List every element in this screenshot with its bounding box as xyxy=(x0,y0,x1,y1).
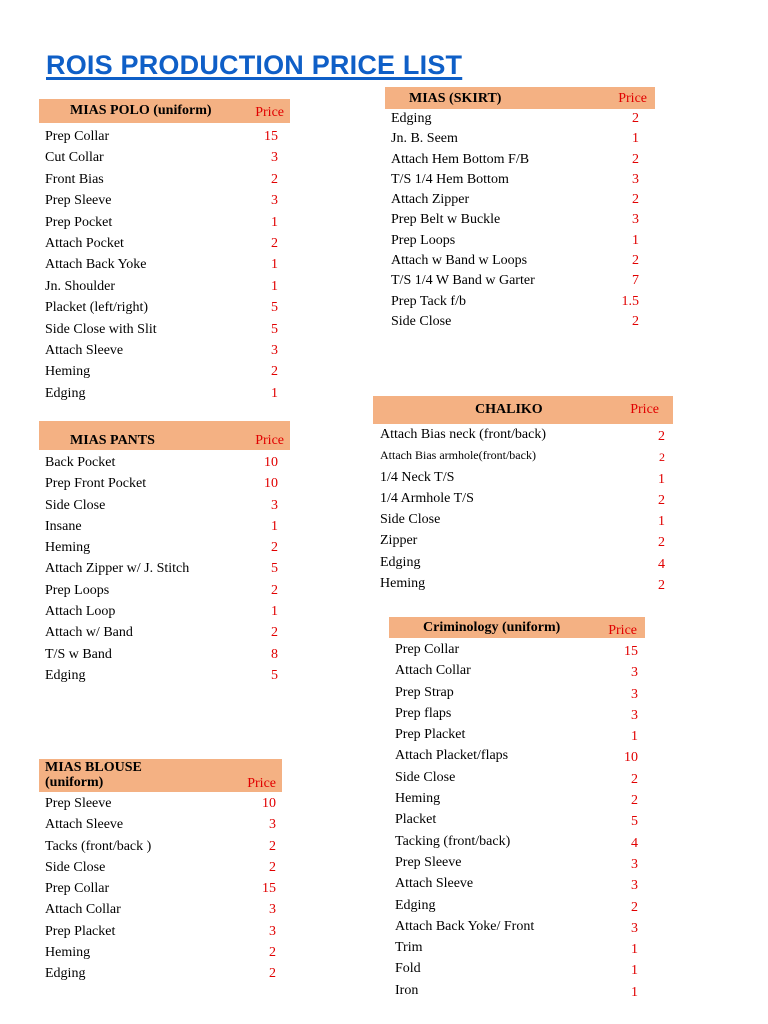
item-label: Heming xyxy=(45,364,91,380)
mias-blouse-section xyxy=(39,759,282,985)
item-price: 2 xyxy=(271,235,278,251)
item-price: 3 xyxy=(271,150,278,166)
item-label: Edging xyxy=(395,897,436,913)
list-item xyxy=(395,831,645,852)
item-label: Attach Bias armhole(front/back) xyxy=(380,448,536,463)
list-item xyxy=(395,873,645,894)
item-price: 15 xyxy=(624,644,638,659)
item-price: 1 xyxy=(632,232,639,248)
item-price: 1 xyxy=(631,984,638,1000)
list-item xyxy=(45,942,282,963)
item-label: 1/4 Armhole T/S xyxy=(380,490,474,506)
item-price: 1 xyxy=(631,729,638,745)
price-column-label: Price xyxy=(630,402,659,417)
list-item xyxy=(395,852,645,873)
item-price: 5 xyxy=(271,667,278,683)
list-item xyxy=(395,745,645,766)
price-list xyxy=(395,639,645,1001)
item-price: 2 xyxy=(632,111,639,126)
item-price: 2 xyxy=(269,966,276,982)
section-title: MIAS (SKIRT) xyxy=(409,91,502,106)
item-price: 5 xyxy=(271,561,278,577)
list-item xyxy=(391,292,655,312)
item-label: Attach Collar xyxy=(45,902,121,918)
list-item xyxy=(45,580,290,601)
list-item xyxy=(45,383,290,404)
item-price: 1.5 xyxy=(621,293,639,309)
item-label: Heming xyxy=(45,540,91,556)
item-price: 10 xyxy=(264,455,278,470)
list-item xyxy=(45,147,290,168)
list-item xyxy=(45,537,290,558)
item-price: 3 xyxy=(631,665,638,681)
item-price: 2 xyxy=(271,364,278,380)
item-price: 5 xyxy=(631,814,638,830)
list-item xyxy=(45,473,290,494)
section-title: MIAS PANTS xyxy=(70,433,155,448)
item-price: 3 xyxy=(632,171,639,187)
item-price: 1 xyxy=(271,257,278,273)
item-label: Prep Strap xyxy=(395,684,454,700)
item-label: Prep Sleeve xyxy=(45,796,112,811)
item-label: Prep Loops xyxy=(45,582,110,598)
item-label: Prep flaps xyxy=(395,705,452,721)
list-item xyxy=(45,126,290,147)
list-item xyxy=(395,639,645,660)
section-title: MIAS BLOUSE (uniform) xyxy=(45,760,142,790)
list-item xyxy=(45,836,282,857)
item-label: Tacking (front/back) xyxy=(395,833,511,849)
item-price: 2 xyxy=(271,540,278,556)
item-price: 2 xyxy=(271,625,278,641)
list-item xyxy=(391,251,655,271)
item-price: 8 xyxy=(271,646,278,662)
price-list xyxy=(391,109,655,332)
list-item xyxy=(45,340,290,361)
price-list xyxy=(45,452,290,686)
item-price: 3 xyxy=(269,902,276,918)
item-label: Edging xyxy=(391,111,432,126)
list-item xyxy=(395,682,645,703)
list-item xyxy=(45,452,290,473)
item-label: Prep Placket xyxy=(395,727,466,743)
list-item xyxy=(45,665,290,686)
list-item xyxy=(45,644,290,665)
list-item xyxy=(395,788,645,809)
item-label: Prep Collar xyxy=(395,642,460,657)
price-column-label: Price xyxy=(255,433,284,448)
list-item xyxy=(395,724,645,745)
item-label: Heming xyxy=(395,791,441,807)
item-price: 2 xyxy=(632,253,639,269)
item-label: 1/4 Neck T/S xyxy=(380,469,455,485)
section-header xyxy=(39,759,282,792)
item-price: 3 xyxy=(271,193,278,209)
item-label: Tacks (front/back ) xyxy=(45,838,152,854)
list-item xyxy=(395,809,645,830)
item-label: Prep Collar xyxy=(45,881,110,897)
item-price: 4 xyxy=(631,835,638,851)
item-price: 3 xyxy=(631,707,638,723)
item-price: 10 xyxy=(262,796,276,811)
section-header xyxy=(385,87,655,109)
item-label: Attach Placket/flaps xyxy=(395,748,509,764)
item-price: 2 xyxy=(658,492,665,508)
list-item xyxy=(391,312,655,332)
list-item xyxy=(395,916,645,937)
price-column-label: Price xyxy=(255,105,284,120)
section-header xyxy=(39,421,290,450)
item-price: 10 xyxy=(264,476,278,492)
item-label: Side Close xyxy=(45,859,106,875)
list-item xyxy=(380,552,673,573)
item-price: 3 xyxy=(271,342,278,358)
list-item xyxy=(45,361,290,382)
section-header xyxy=(389,617,645,638)
list-item xyxy=(45,212,290,233)
item-price: 3 xyxy=(632,212,639,228)
item-label: Heming xyxy=(45,945,91,961)
list-item xyxy=(45,254,290,275)
item-label: Back Pocket xyxy=(45,455,116,470)
list-item xyxy=(380,445,673,466)
list-item xyxy=(395,703,645,724)
item-label: Insane xyxy=(45,518,82,534)
list-item xyxy=(45,276,290,297)
list-item xyxy=(45,319,290,340)
item-label: Attach w/ Band xyxy=(45,625,133,641)
item-label: Front Bias xyxy=(45,171,104,187)
item-label: Cut Collar xyxy=(45,150,104,166)
item-label: Attach Sleeve xyxy=(45,817,124,833)
price-list xyxy=(45,793,282,985)
item-label: T/S w Band xyxy=(45,646,112,662)
item-label: Jn. B. Seem xyxy=(391,131,458,147)
item-price: 2 xyxy=(659,450,665,465)
item-price: 2 xyxy=(269,838,276,854)
item-price: 1 xyxy=(632,131,639,147)
price-list xyxy=(380,424,673,594)
item-label: Attach Bias neck (front/back) xyxy=(380,427,546,442)
list-item xyxy=(395,895,645,916)
item-label: Side Close xyxy=(391,313,452,329)
item-price: 2 xyxy=(658,535,665,551)
item-price: 1 xyxy=(658,471,665,487)
item-label: Attach w Band w Loops xyxy=(391,253,528,269)
list-item xyxy=(380,467,673,488)
item-label: Edging xyxy=(45,667,86,683)
item-price: 1 xyxy=(271,278,278,294)
list-item xyxy=(380,424,673,445)
item-price: 5 xyxy=(271,321,278,337)
item-label: Side Close xyxy=(395,769,456,785)
item-price: 2 xyxy=(631,899,638,915)
item-label: Attach Pocket xyxy=(45,235,124,251)
item-price: 10 xyxy=(624,750,638,766)
item-price: 2 xyxy=(631,793,638,809)
item-label: Trim xyxy=(395,940,423,956)
item-label: Attach Sleeve xyxy=(45,342,124,358)
item-price: 2 xyxy=(269,945,276,961)
item-price: 1 xyxy=(658,514,665,530)
item-label: T/S 1/4 W Band w Garter xyxy=(391,273,535,289)
item-label: Prep Loops xyxy=(391,232,456,248)
section-header xyxy=(373,396,673,424)
item-label: Attach Back Yoke/ Front xyxy=(395,918,535,934)
item-label: Prep Tack f/b xyxy=(391,293,466,309)
mias-polo-section xyxy=(39,99,290,404)
item-label: T/S 1/4 Hem Bottom xyxy=(391,171,509,187)
price-list xyxy=(45,126,290,404)
item-price: 1 xyxy=(631,942,638,958)
item-label: Attach Hem Bottom F/B xyxy=(391,151,530,167)
item-label: Edging xyxy=(380,554,421,570)
item-label: Attach Zipper w/ J. Stitch xyxy=(45,561,190,577)
item-price: 2 xyxy=(632,192,639,208)
mias-skirt-section xyxy=(385,87,655,332)
item-price: 4 xyxy=(658,556,665,572)
item-price: 2 xyxy=(271,582,278,598)
list-item xyxy=(391,190,655,210)
list-item xyxy=(395,660,645,681)
price-column-label: Price xyxy=(618,91,647,106)
section-title: CHALIKO xyxy=(475,402,543,417)
list-item xyxy=(45,921,282,942)
item-price: 2 xyxy=(658,578,665,594)
list-item xyxy=(380,530,673,551)
item-price: 5 xyxy=(271,300,278,316)
item-price: 3 xyxy=(269,817,276,833)
list-item xyxy=(45,857,282,878)
list-item xyxy=(380,488,673,509)
list-item xyxy=(391,109,655,129)
list-item xyxy=(45,558,290,579)
item-label: Attach Back Yoke xyxy=(45,257,147,273)
list-item xyxy=(45,516,290,537)
item-label: Iron xyxy=(395,982,419,998)
item-price: 1 xyxy=(271,604,278,620)
item-label: Prep Placket xyxy=(45,923,116,939)
item-label: Zipper xyxy=(380,533,418,549)
item-price: 2 xyxy=(632,151,639,167)
item-label: Jn. Shoulder xyxy=(45,278,115,294)
list-item xyxy=(45,601,290,622)
list-item xyxy=(45,622,290,643)
list-item xyxy=(380,573,673,594)
item-label: Side Close xyxy=(45,497,106,513)
item-label: Placket (left/right) xyxy=(45,300,149,316)
item-price: 3 xyxy=(631,686,638,702)
list-item xyxy=(45,495,290,516)
price-column-label: Price xyxy=(247,776,276,791)
page-title: ROIS PRODUCTION PRICE LIST xyxy=(46,50,463,80)
list-item xyxy=(45,297,290,318)
list-item xyxy=(380,509,673,530)
item-price: 1 xyxy=(271,385,278,401)
mias-pants-section xyxy=(39,421,290,686)
list-item xyxy=(391,129,655,149)
criminology-section xyxy=(389,617,645,1001)
item-label: Side Close with Slit xyxy=(45,321,157,337)
list-item xyxy=(395,937,645,958)
item-label: Attach Collar xyxy=(395,663,471,679)
item-label: Prep Front Pocket xyxy=(45,476,147,492)
list-item xyxy=(391,150,655,170)
list-item xyxy=(391,210,655,230)
list-item xyxy=(45,169,290,190)
chaliko-section xyxy=(373,396,673,594)
list-item xyxy=(45,878,282,899)
list-item xyxy=(391,231,655,251)
item-price: 2 xyxy=(269,859,276,875)
item-label: Attach Loop xyxy=(45,604,116,620)
item-price: 1 xyxy=(271,214,278,230)
item-label: Placket xyxy=(395,812,437,828)
item-price: 15 xyxy=(262,881,276,897)
list-item xyxy=(45,814,282,835)
item-price: 15 xyxy=(264,129,278,144)
section-title: MIAS POLO (uniform) xyxy=(70,103,212,118)
item-label: Side Close xyxy=(380,512,441,528)
list-item xyxy=(395,767,645,788)
list-item xyxy=(391,271,655,291)
item-label: Attach Zipper xyxy=(391,192,470,208)
list-item xyxy=(391,170,655,190)
list-item xyxy=(395,980,645,1001)
item-price: 3 xyxy=(631,856,638,872)
list-item xyxy=(45,963,282,984)
price-column-label: Price xyxy=(608,623,637,638)
item-price: 2 xyxy=(632,313,639,329)
item-label: Fold xyxy=(395,961,421,977)
item-price: 2 xyxy=(658,429,665,444)
item-price: 3 xyxy=(631,878,638,894)
item-price: 3 xyxy=(271,497,278,513)
list-item xyxy=(395,958,645,979)
item-label: Heming xyxy=(380,576,426,592)
item-price: 3 xyxy=(631,920,638,936)
item-price: 1 xyxy=(631,963,638,979)
section-title: Criminology (uniform) xyxy=(423,620,561,635)
item-price: 1 xyxy=(271,518,278,534)
list-item xyxy=(45,233,290,254)
item-label: Prep Pocket xyxy=(45,214,113,230)
item-label: Attach Sleeve xyxy=(395,876,474,892)
list-item xyxy=(45,899,282,920)
item-label: Edging xyxy=(45,966,86,982)
item-price: 7 xyxy=(632,273,639,289)
item-label: Prep Sleeve xyxy=(395,854,462,870)
item-price: 2 xyxy=(631,771,638,787)
section-header xyxy=(39,99,290,123)
list-item xyxy=(45,190,290,211)
list-item xyxy=(45,793,282,814)
item-label: Prep Belt w Buckle xyxy=(391,212,501,228)
item-label: Edging xyxy=(45,385,86,401)
item-price: 2 xyxy=(271,171,278,187)
item-label: Prep Collar xyxy=(45,129,110,144)
item-label: Prep Sleeve xyxy=(45,193,112,209)
item-price: 3 xyxy=(269,923,276,939)
